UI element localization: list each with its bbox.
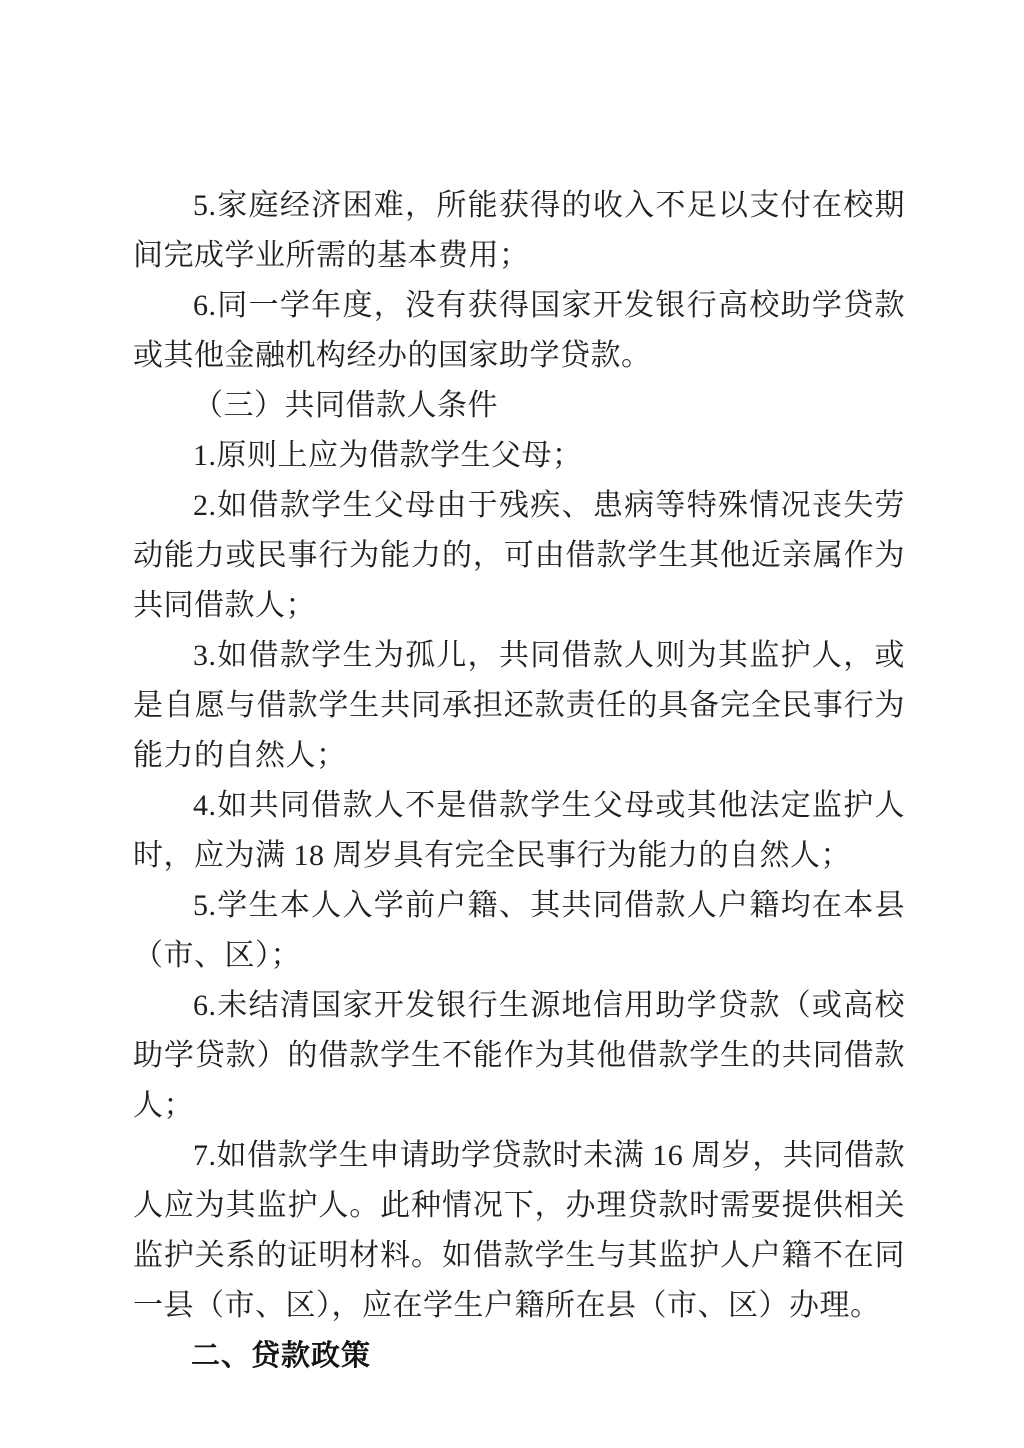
paragraph: 2.如借款学生父母由于残疾、患病等特殊情况丧失劳动能力或民事行为能力的，可由借款学生其他近亲属作为共同借款人；: [133, 489, 905, 622]
section-heading: 二、贷款政策: [191, 1340, 372, 1372]
paragraph: 5.学生本人入学前户籍、其共同借款人户籍均在本县（市、区）；: [133, 889, 905, 972]
paragraph: 6.未结清国家开发银行生源地信用助学贷款（或高校助学贷款）的借款学生不能作为其他借款学生的共同借款人；: [133, 989, 905, 1122]
document-content: [133, 181, 905, 1381]
paragraph: 6.同一学年度，没有获得国家开发银行高校助学贷款或其他金融机构经办的国家助学贷款。: [133, 289, 905, 372]
paragraph: 4.如共同借款人不是借款学生父母或其他法定监护人时，应为满 18 周岁具有完全民事行为能力的自然人；: [133, 789, 905, 872]
paragraph: 3.如借款学生为孤儿，共同借款人则为其监护人，或是自愿与借款学生共同承担还款责任的具备完全民事行为能力的自然人；: [133, 639, 905, 772]
paragraph: 5.家庭经济困难，所能获得的收入不足以支付在校期间完成学业所需的基本费用；: [133, 189, 905, 272]
paragraph: 7.如借款学生申请助学贷款时未满 16 周岁，共同借款人应为其监护人。此种情况下，办理贷款时需要提供相关监护关系的证明材料。如借款学生与其监护人户籍不在同一县（市、区），应在学生户籍所在县（市、区）办理。: [133, 1139, 905, 1322]
paragraph: （三）共同借款人条件: [193, 389, 498, 422]
paragraph: 1.原则上应为借款学生父母；: [193, 439, 583, 472]
